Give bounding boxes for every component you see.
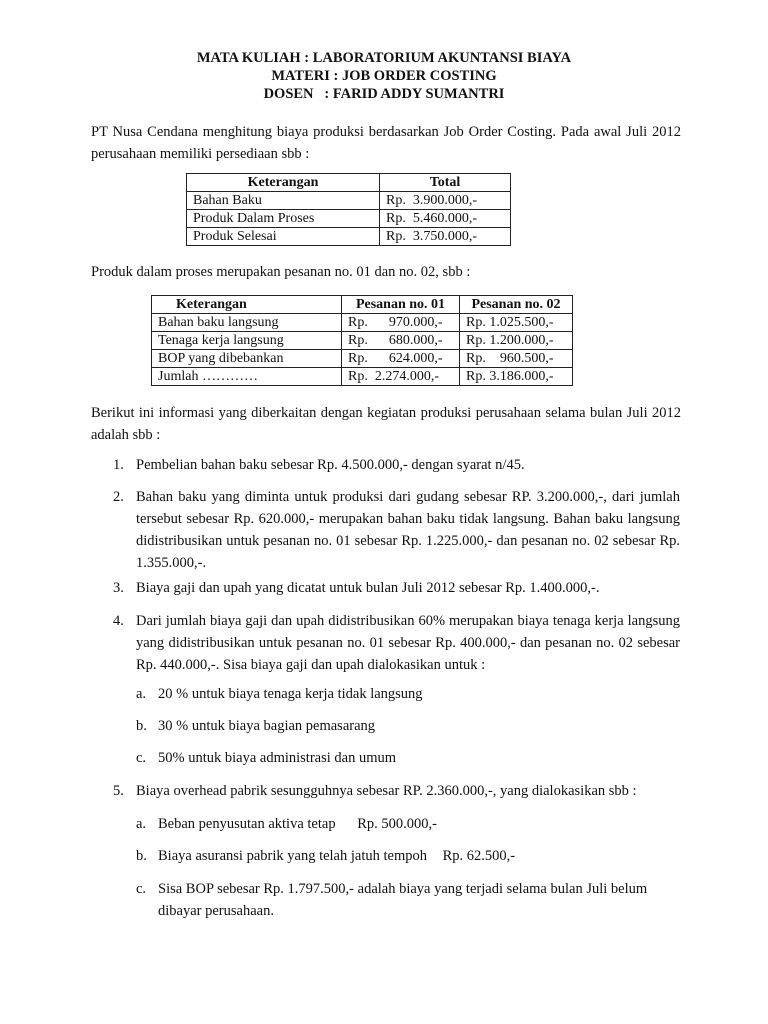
sub-list-body <box>158 813 681 835</box>
sub-list-item <box>136 845 681 867</box>
sub-list-item <box>136 715 681 737</box>
list-item <box>113 454 680 476</box>
sub-list-letter: c. <box>136 750 147 766</box>
list-number: 5. <box>113 783 124 799</box>
sub-list-item <box>136 878 681 922</box>
table-row <box>187 210 511 228</box>
work-in-process-table <box>151 295 573 386</box>
table-cell: Bahan Baku <box>187 192 380 210</box>
header-lecturer: DOSEN : FARID ADDY SUMANTRI <box>263 86 505 102</box>
table-row <box>187 192 511 210</box>
list-text: Biaya overhead pabrik sesungguhnya sebesar RP. 2.360.000,-, yang dialokasikan sbb : <box>136 783 637 799</box>
sub-list-text: Beban penyusutan aktiva tetap <box>158 816 336 832</box>
sub-list-amount: Rp. 62.500,- <box>442 848 516 864</box>
list-text: Pembelian bahan baku sebesar Rp. 4.500.000,- dengan syarat n/45. <box>136 457 525 473</box>
sub-list-body <box>158 845 681 867</box>
table-row <box>152 368 573 386</box>
table-header-row <box>152 296 573 314</box>
table-cell: Rp. 624.000,- <box>342 350 460 368</box>
table-cell: Rp. 960.500,- <box>460 350 573 368</box>
list-item <box>113 486 680 574</box>
sub-list-letter: c. <box>136 881 147 897</box>
list-number: 2. <box>113 489 124 505</box>
table-header-cell: Pesanan no. 01 <box>342 296 460 314</box>
sub-list-letter: b. <box>136 848 147 864</box>
table-cell: Produk Selesai <box>187 228 380 246</box>
header-material: MATERI : JOB ORDER COSTING <box>271 68 497 84</box>
table-cell: Bahan baku langsung <box>152 314 342 332</box>
table-cell: Rp. 5.460.000,- <box>380 210 511 228</box>
sub-list-text: 20 % untuk biaya tenaga kerja tidak langsung <box>158 686 423 702</box>
table-cell: Produk Dalam Proses <box>187 210 380 228</box>
table-cell: Rp. 680.000,- <box>342 332 460 350</box>
document-header <box>0 49 768 103</box>
sub-list-item <box>136 683 681 705</box>
intro-paragraph: PT Nusa Cendana menghitung biaya produksi berdasarkan Job Order Costing. Pada awal Juli 2012 perusahaan memiliki persediaan sbb : <box>91 124 681 162</box>
table-cell: Rp. 3.900.000,- <box>380 192 511 210</box>
sub-list-item <box>136 813 681 835</box>
list-item <box>113 610 680 676</box>
table-row <box>152 332 573 350</box>
info-paragraph: Berikut ini informasi yang diberkaitan dengan kegiatan produksi perusahaan selama bulan Juli 2012 adalah sbb : <box>91 405 681 443</box>
table-cell: Rp. 1.200.000,- <box>460 332 573 350</box>
table-cell: Rp. 970.000,- <box>342 314 460 332</box>
inventory-table <box>186 173 511 246</box>
sub-list-text: 50% untuk biaya administrasi dan umum <box>158 750 397 766</box>
sub-list-amount: Rp. 500.000,- <box>357 816 437 832</box>
table-row <box>152 350 573 368</box>
list-number: 4. <box>113 613 124 629</box>
sub-list-item <box>136 747 681 769</box>
table-cell: Rp. 3.186.000,- <box>460 368 573 386</box>
header-course: MATA KULIAH : LABORATORIUM AKUNTANSI BIAYA <box>196 50 572 66</box>
table-cell: Rp. 3.750.000,- <box>380 228 511 246</box>
table-header-cell: Keterangan <box>187 174 380 192</box>
table-header-cell: Pesanan no. 02 <box>460 296 573 314</box>
table-cell: Rp. 1.025.500,- <box>460 314 573 332</box>
table-cell: BOP yang dibebankan <box>152 350 342 368</box>
list-number: 1. <box>113 457 124 473</box>
sub-list-letter: a. <box>136 816 147 832</box>
table-cell: Tenaga kerja langsung <box>152 332 342 350</box>
table-cell: Rp. 2.274.000,- <box>342 368 460 386</box>
list-text: Dari jumlah biaya gaji dan upah didistribusikan 60% merupakan biaya tenaga kerja langsung yang didistribusikan untuk pesanan no. 01 sebesar Rp. 400.000,- dan pesanan no. 02 sebesar Rp. 440.000,-. Sisa biaya gaji dan upah dialokasikan untuk : <box>136 613 680 673</box>
sub-list-text: 30 % untuk biaya bagian pemasarang <box>158 718 376 734</box>
sub-list-text: Biaya asuransi pabrik yang telah jatuh tempoh <box>158 848 427 864</box>
sub-list-text: Sisa BOP sebesar Rp. 1.797.500,- adalah biaya yang terjadi selama bulan Juli belum dibayar perusahaan. <box>158 881 648 919</box>
list-text: Biaya gaji dan upah yang dicatat untuk bulan Juli 2012 sebesar Rp. 1.400.000,-. <box>136 580 600 596</box>
list-text: Bahan baku yang diminta untuk produksi dari gudang sebesar RP. 3.200.000,-, dari jumlah tersebut sebesar Rp. 620.000,- merupakan bahan baku tidak langsung. Bahan baku langsung didistribusikan untuk pesanan no. 01 sebesar Rp. 1.225.000,- dan pesanan no. 02 sebesar Rp. 1.355.000,-. <box>136 489 680 571</box>
table-header-row <box>187 174 511 192</box>
table-row <box>152 314 573 332</box>
sub-list-letter: a. <box>136 686 147 702</box>
table-header-cell: Total <box>380 174 511 192</box>
wip-paragraph: Produk dalam proses merupakan pesanan no. 01 dan no. 02, sbb : <box>91 264 471 280</box>
table-header-cell: Keterangan <box>152 296 342 314</box>
table-row <box>187 228 511 246</box>
sub-list-letter: b. <box>136 718 147 734</box>
list-item <box>113 577 680 599</box>
table-cell: Jumlah ………… <box>152 368 342 386</box>
list-number: 3. <box>113 580 124 596</box>
list-item <box>113 780 680 802</box>
